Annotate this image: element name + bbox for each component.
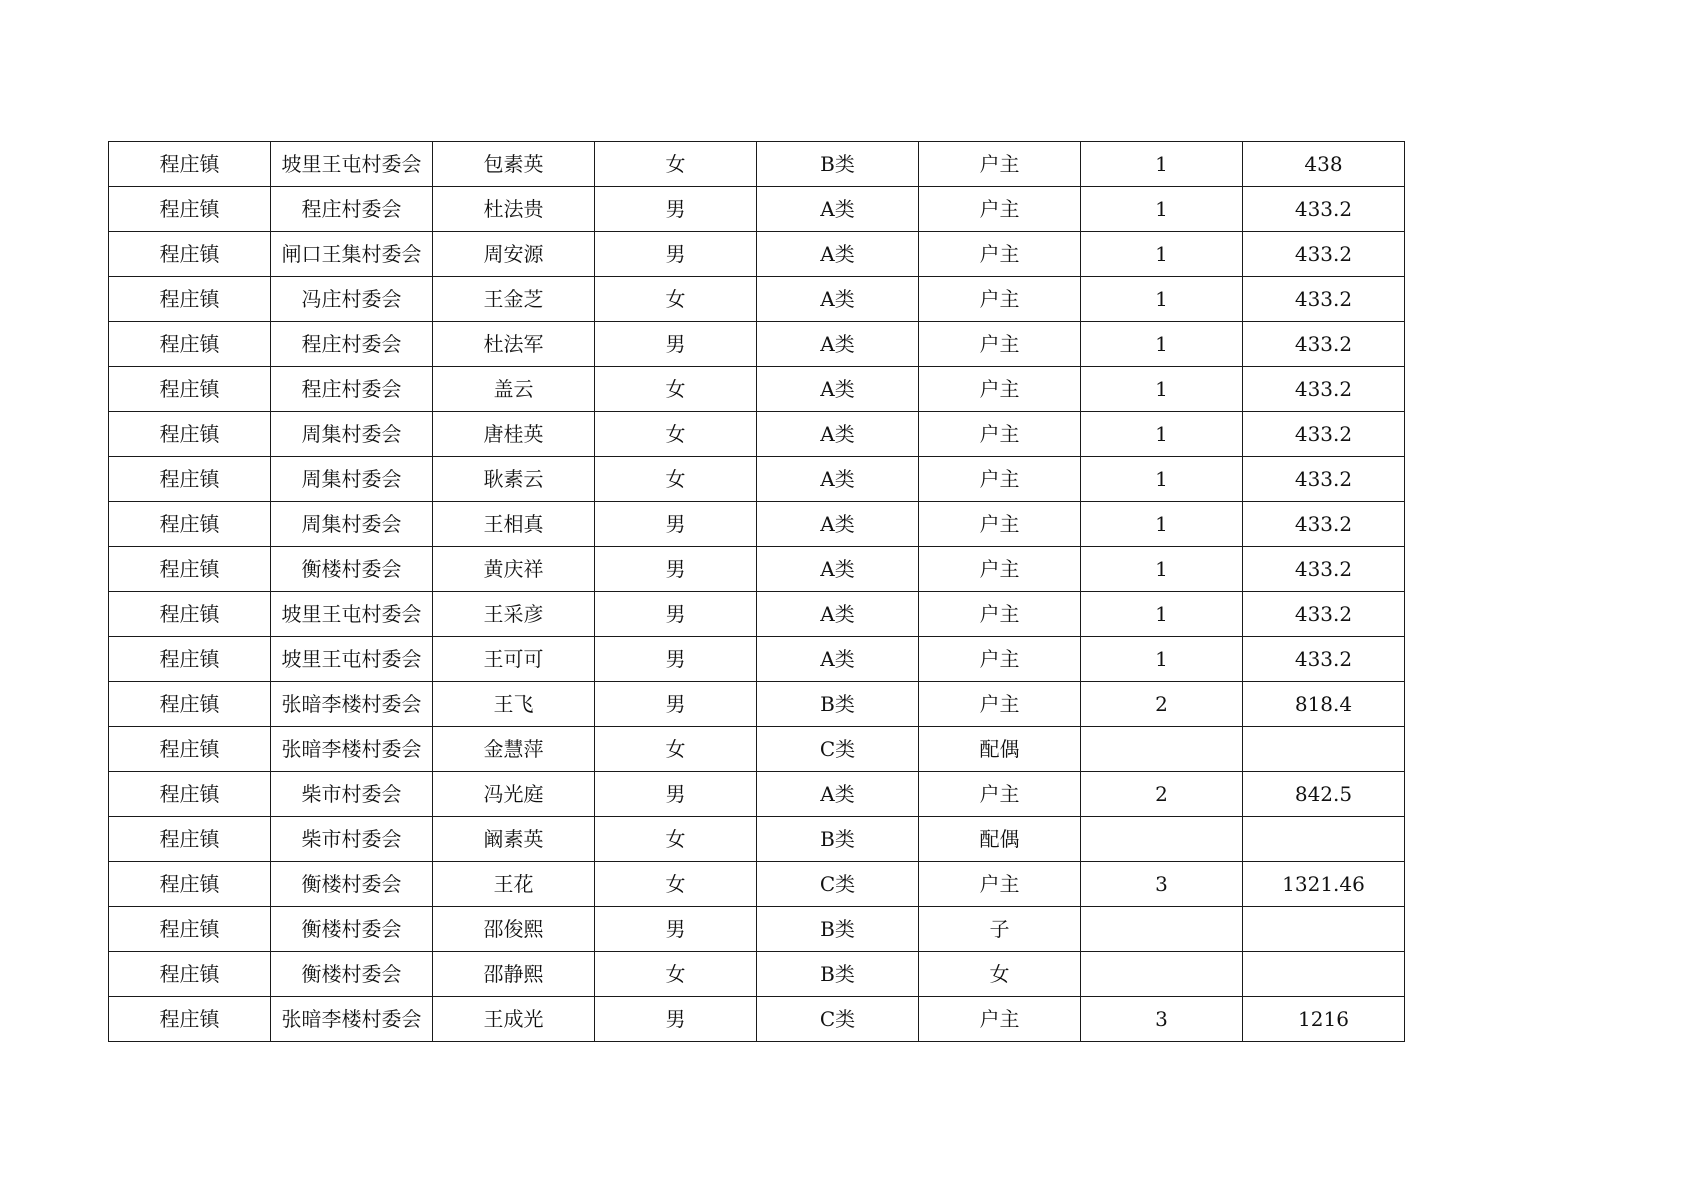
- household-size-cell: 1: [1081, 367, 1243, 412]
- table-row: [109, 502, 1405, 547]
- town-cell: 程庄镇: [109, 682, 271, 727]
- name-cell: 王可可: [433, 637, 595, 682]
- name-cell: 王金芝: [433, 277, 595, 322]
- amount-cell: 1321.46: [1243, 862, 1405, 907]
- name-cell: 王成光: [433, 997, 595, 1042]
- relation-cell: 户主: [919, 367, 1081, 412]
- relation-cell: 户主: [919, 592, 1081, 637]
- town-cell: 程庄镇: [109, 997, 271, 1042]
- village-cell: 张暗李楼村委会: [271, 727, 433, 772]
- relation-cell: 户主: [919, 142, 1081, 187]
- relation-cell: 户主: [919, 457, 1081, 502]
- name-cell: 包素英: [433, 142, 595, 187]
- household-size-cell: [1081, 727, 1243, 772]
- category-cell: B类: [757, 142, 919, 187]
- town-cell: 程庄镇: [109, 637, 271, 682]
- amount-cell: 433.2: [1243, 412, 1405, 457]
- data-table: [108, 141, 1405, 1042]
- table-row: [109, 862, 1405, 907]
- village-cell: 坡里王屯村委会: [271, 142, 433, 187]
- relation-cell: 户主: [919, 277, 1081, 322]
- relation-cell: 户主: [919, 682, 1081, 727]
- name-cell: 王相真: [433, 502, 595, 547]
- table-row: [109, 457, 1405, 502]
- name-cell: 黄庆祥: [433, 547, 595, 592]
- table-row: [109, 277, 1405, 322]
- gender-cell: 女: [595, 142, 757, 187]
- town-cell: 程庄镇: [109, 952, 271, 997]
- category-cell: B类: [757, 907, 919, 952]
- gender-cell: 男: [595, 547, 757, 592]
- village-cell: 柴市村委会: [271, 817, 433, 862]
- relation-cell: 户主: [919, 637, 1081, 682]
- town-cell: 程庄镇: [109, 592, 271, 637]
- town-cell: 程庄镇: [109, 277, 271, 322]
- gender-cell: 男: [595, 502, 757, 547]
- category-cell: A类: [757, 592, 919, 637]
- relation-cell: 户主: [919, 187, 1081, 232]
- amount-cell: 433.2: [1243, 187, 1405, 232]
- gender-cell: 男: [595, 592, 757, 637]
- table-row: [109, 727, 1405, 772]
- category-cell: A类: [757, 187, 919, 232]
- household-size-cell: 1: [1081, 277, 1243, 322]
- village-cell: 程庄村委会: [271, 322, 433, 367]
- table-row: [109, 592, 1405, 637]
- table-row: [109, 187, 1405, 232]
- gender-cell: 女: [595, 862, 757, 907]
- relation-cell: 户主: [919, 862, 1081, 907]
- table-body: [109, 142, 1405, 1042]
- town-cell: 程庄镇: [109, 367, 271, 412]
- table-row: [109, 772, 1405, 817]
- name-cell: 周安源: [433, 232, 595, 277]
- household-size-cell: 1: [1081, 457, 1243, 502]
- amount-cell: 433.2: [1243, 277, 1405, 322]
- category-cell: A类: [757, 637, 919, 682]
- village-cell: 衡楼村委会: [271, 547, 433, 592]
- gender-cell: 男: [595, 997, 757, 1042]
- gender-cell: 女: [595, 277, 757, 322]
- village-cell: 柴市村委会: [271, 772, 433, 817]
- name-cell: 金慧萍: [433, 727, 595, 772]
- gender-cell: 女: [595, 817, 757, 862]
- name-cell: 阚素英: [433, 817, 595, 862]
- village-cell: 周集村委会: [271, 457, 433, 502]
- category-cell: A类: [757, 277, 919, 322]
- table-row: [109, 997, 1405, 1042]
- household-size-cell: 3: [1081, 997, 1243, 1042]
- category-cell: C类: [757, 997, 919, 1042]
- gender-cell: 男: [595, 907, 757, 952]
- household-size-cell: 1: [1081, 187, 1243, 232]
- relation-cell: 户主: [919, 412, 1081, 457]
- amount-cell: 433.2: [1243, 547, 1405, 592]
- household-size-cell: 3: [1081, 862, 1243, 907]
- amount-cell: 433.2: [1243, 637, 1405, 682]
- household-size-cell: 1: [1081, 502, 1243, 547]
- category-cell: A类: [757, 232, 919, 277]
- town-cell: 程庄镇: [109, 412, 271, 457]
- village-cell: 程庄村委会: [271, 367, 433, 412]
- amount-cell: [1243, 817, 1405, 862]
- table-row: [109, 637, 1405, 682]
- category-cell: A类: [757, 367, 919, 412]
- name-cell: 盖云: [433, 367, 595, 412]
- household-size-cell: [1081, 907, 1243, 952]
- category-cell: C类: [757, 862, 919, 907]
- household-size-cell: 1: [1081, 637, 1243, 682]
- amount-cell: 433.2: [1243, 502, 1405, 547]
- amount-cell: 438: [1243, 142, 1405, 187]
- category-cell: A类: [757, 457, 919, 502]
- household-size-cell: 1: [1081, 547, 1243, 592]
- name-cell: 王飞: [433, 682, 595, 727]
- gender-cell: 女: [595, 952, 757, 997]
- amount-cell: 433.2: [1243, 367, 1405, 412]
- household-size-cell: 1: [1081, 322, 1243, 367]
- town-cell: 程庄镇: [109, 727, 271, 772]
- relation-cell: 户主: [919, 772, 1081, 817]
- relation-cell: 户主: [919, 997, 1081, 1042]
- town-cell: 程庄镇: [109, 187, 271, 232]
- amount-cell: [1243, 727, 1405, 772]
- category-cell: C类: [757, 727, 919, 772]
- household-size-cell: 1: [1081, 412, 1243, 457]
- amount-cell: 433.2: [1243, 232, 1405, 277]
- town-cell: 程庄镇: [109, 907, 271, 952]
- name-cell: 王采彦: [433, 592, 595, 637]
- town-cell: 程庄镇: [109, 817, 271, 862]
- village-cell: 衡楼村委会: [271, 907, 433, 952]
- village-cell: 张暗李楼村委会: [271, 682, 433, 727]
- category-cell: A类: [757, 322, 919, 367]
- name-cell: 唐桂英: [433, 412, 595, 457]
- amount-cell: 433.2: [1243, 322, 1405, 367]
- table-row: [109, 952, 1405, 997]
- gender-cell: 男: [595, 322, 757, 367]
- category-cell: A类: [757, 772, 919, 817]
- town-cell: 程庄镇: [109, 457, 271, 502]
- name-cell: 邵静熙: [433, 952, 595, 997]
- household-size-cell: [1081, 952, 1243, 997]
- name-cell: 杜法军: [433, 322, 595, 367]
- gender-cell: 女: [595, 412, 757, 457]
- amount-cell: [1243, 952, 1405, 997]
- table-row: [109, 682, 1405, 727]
- village-cell: 衡楼村委会: [271, 952, 433, 997]
- town-cell: 程庄镇: [109, 862, 271, 907]
- table-row: [109, 907, 1405, 952]
- household-size-cell: 2: [1081, 772, 1243, 817]
- relation-cell: 户主: [919, 322, 1081, 367]
- relation-cell: 配偶: [919, 817, 1081, 862]
- household-size-cell: 1: [1081, 232, 1243, 277]
- village-cell: 闸口王集村委会: [271, 232, 433, 277]
- amount-cell: 433.2: [1243, 592, 1405, 637]
- relation-cell: 配偶: [919, 727, 1081, 772]
- name-cell: 耿素云: [433, 457, 595, 502]
- name-cell: 王花: [433, 862, 595, 907]
- amount-cell: [1243, 907, 1405, 952]
- gender-cell: 男: [595, 232, 757, 277]
- town-cell: 程庄镇: [109, 772, 271, 817]
- amount-cell: 433.2: [1243, 457, 1405, 502]
- village-cell: 冯庄村委会: [271, 277, 433, 322]
- table-row: [109, 547, 1405, 592]
- village-cell: 张暗李楼村委会: [271, 997, 433, 1042]
- relation-cell: 女: [919, 952, 1081, 997]
- household-size-cell: 1: [1081, 142, 1243, 187]
- table-row: [109, 367, 1405, 412]
- household-size-cell: 1: [1081, 592, 1243, 637]
- village-cell: 周集村委会: [271, 412, 433, 457]
- name-cell: 冯光庭: [433, 772, 595, 817]
- table-row: [109, 142, 1405, 187]
- amount-cell: 818.4: [1243, 682, 1405, 727]
- table-row: [109, 412, 1405, 457]
- name-cell: 邵俊熙: [433, 907, 595, 952]
- village-cell: 坡里王屯村委会: [271, 637, 433, 682]
- category-cell: B类: [757, 817, 919, 862]
- category-cell: B类: [757, 682, 919, 727]
- relation-cell: 户主: [919, 232, 1081, 277]
- town-cell: 程庄镇: [109, 322, 271, 367]
- gender-cell: 男: [595, 772, 757, 817]
- category-cell: A类: [757, 412, 919, 457]
- town-cell: 程庄镇: [109, 142, 271, 187]
- town-cell: 程庄镇: [109, 232, 271, 277]
- village-cell: 周集村委会: [271, 502, 433, 547]
- village-cell: 坡里王屯村委会: [271, 592, 433, 637]
- gender-cell: 女: [595, 367, 757, 412]
- category-cell: B类: [757, 952, 919, 997]
- gender-cell: 女: [595, 727, 757, 772]
- gender-cell: 女: [595, 457, 757, 502]
- gender-cell: 男: [595, 682, 757, 727]
- amount-cell: 842.5: [1243, 772, 1405, 817]
- relation-cell: 户主: [919, 502, 1081, 547]
- category-cell: A类: [757, 502, 919, 547]
- amount-cell: 1216: [1243, 997, 1405, 1042]
- town-cell: 程庄镇: [109, 502, 271, 547]
- household-size-cell: [1081, 817, 1243, 862]
- table-row: [109, 322, 1405, 367]
- village-cell: 程庄村委会: [271, 187, 433, 232]
- name-cell: 杜法贵: [433, 187, 595, 232]
- household-size-cell: 2: [1081, 682, 1243, 727]
- gender-cell: 男: [595, 637, 757, 682]
- town-cell: 程庄镇: [109, 547, 271, 592]
- table-row: [109, 232, 1405, 277]
- table-row: [109, 817, 1405, 862]
- relation-cell: 子: [919, 907, 1081, 952]
- gender-cell: 男: [595, 187, 757, 232]
- category-cell: A类: [757, 547, 919, 592]
- relation-cell: 户主: [919, 547, 1081, 592]
- village-cell: 衡楼村委会: [271, 862, 433, 907]
